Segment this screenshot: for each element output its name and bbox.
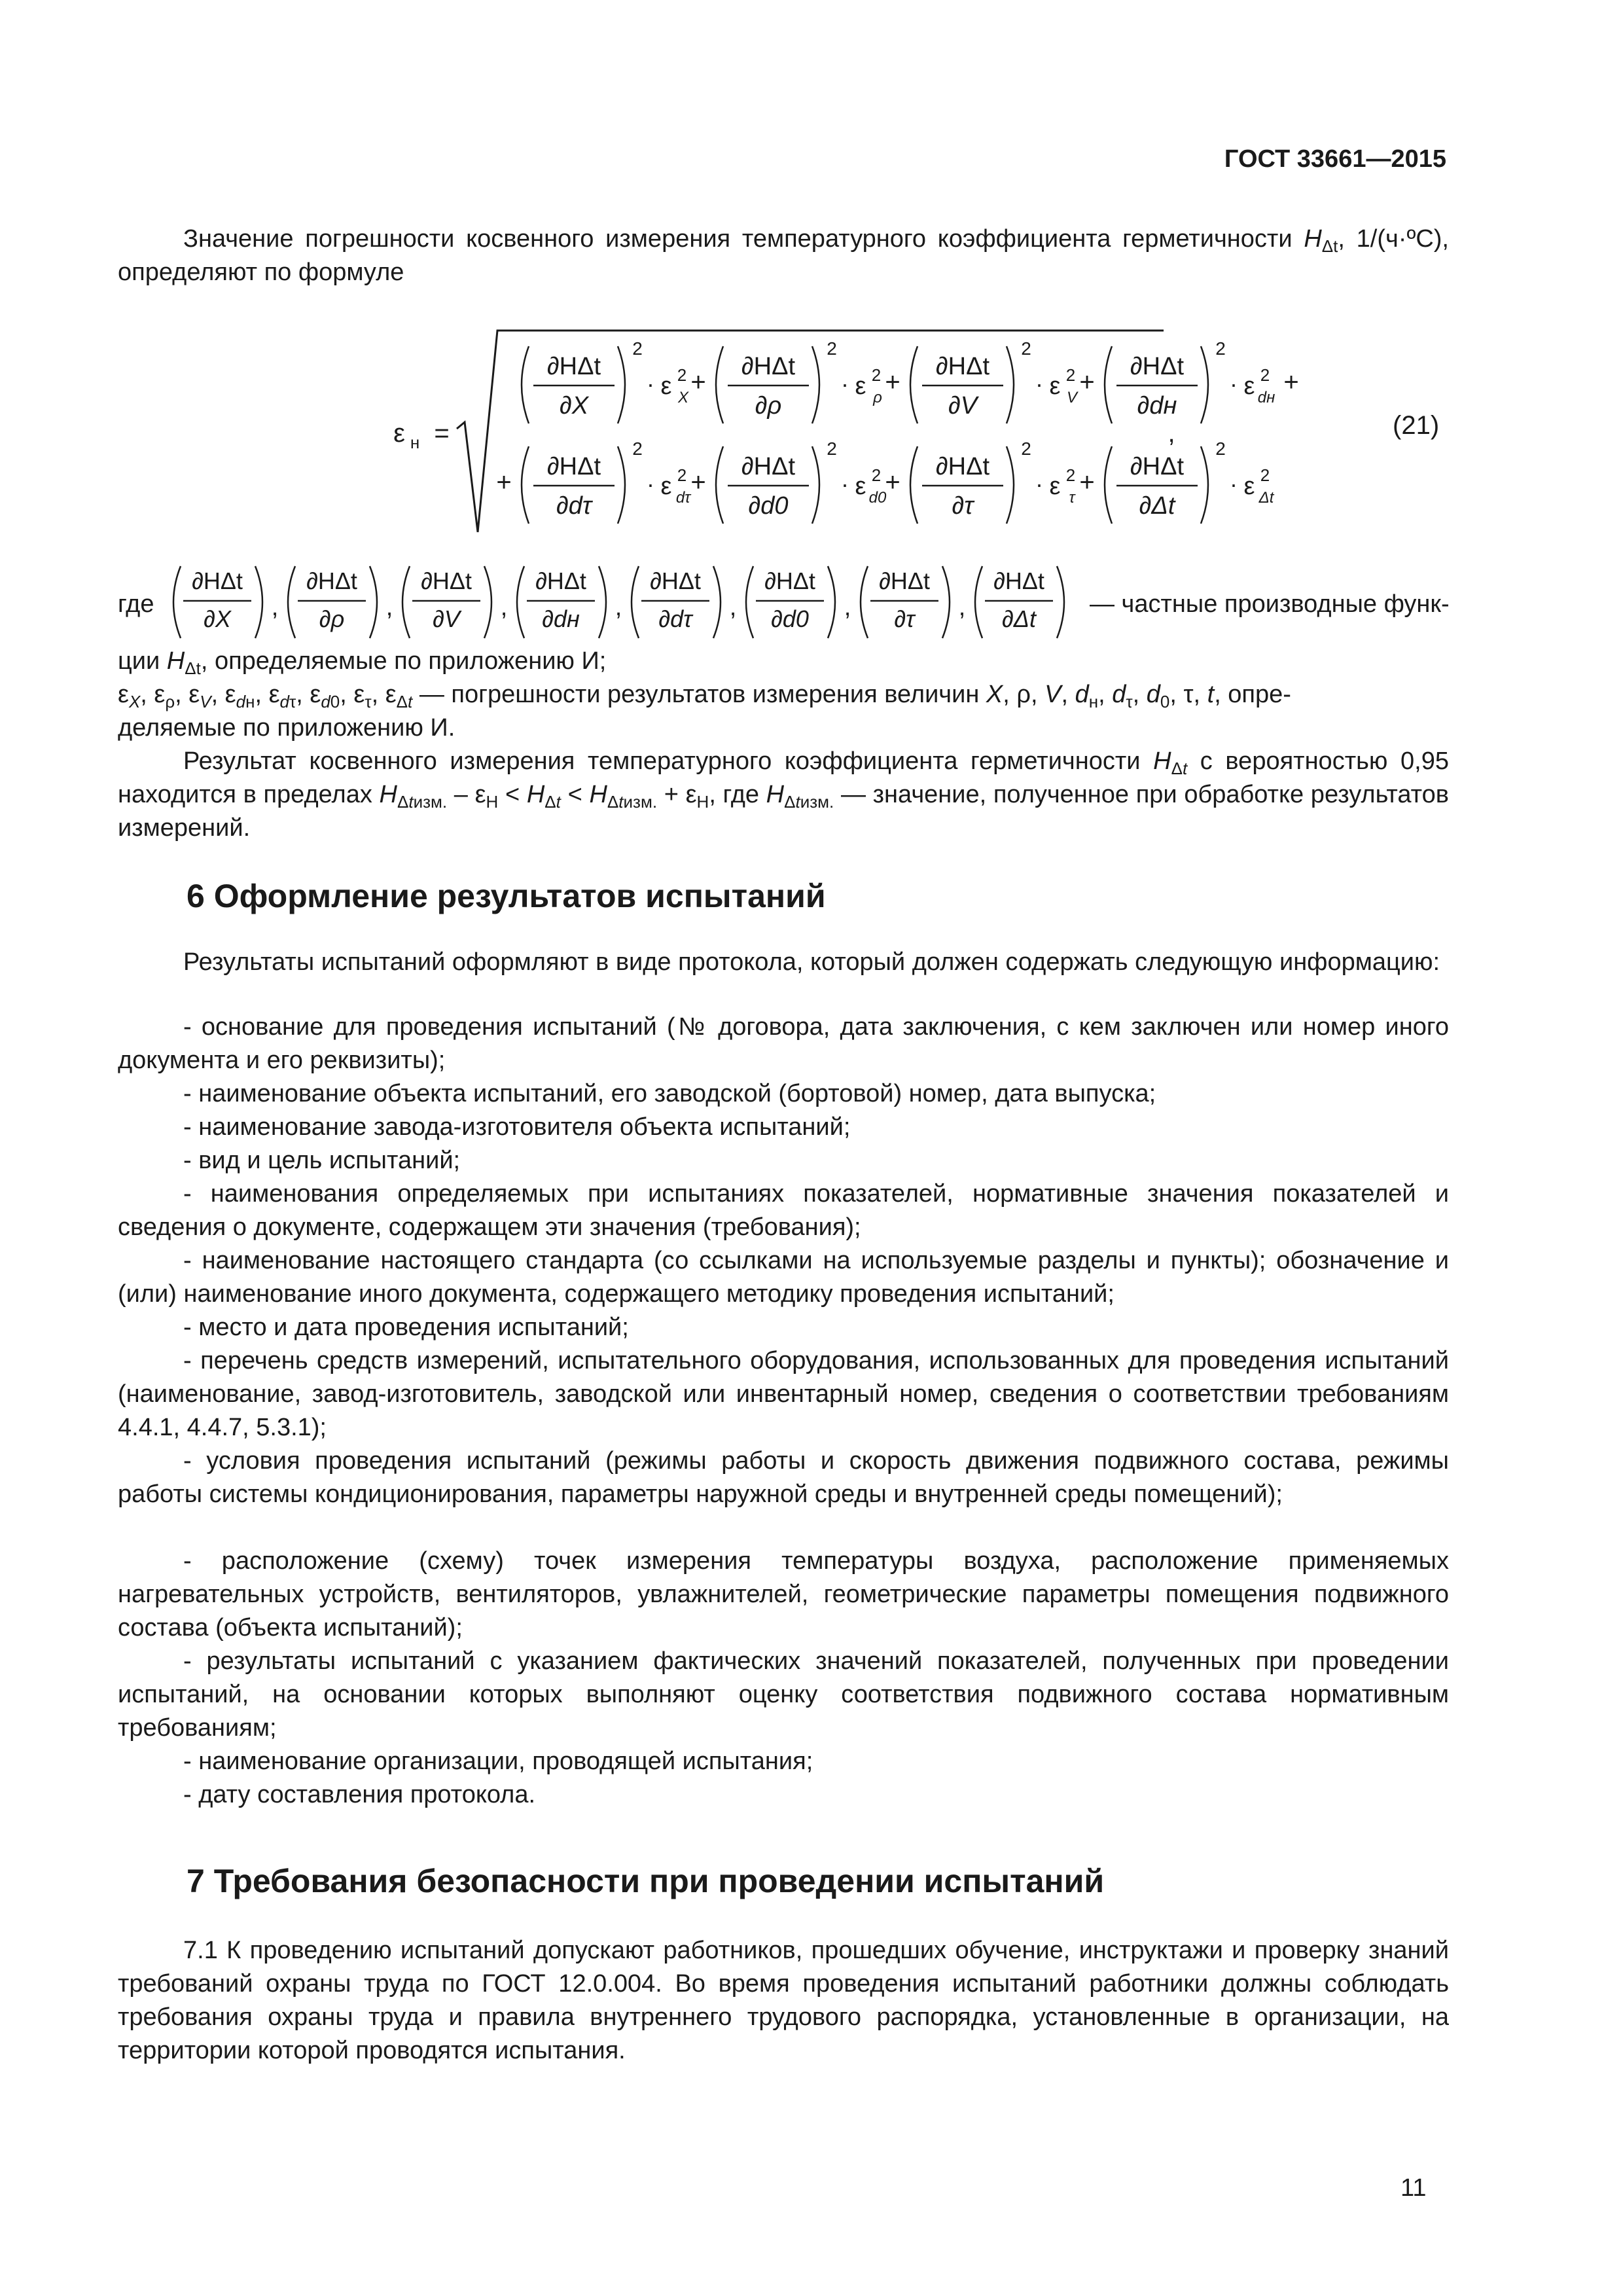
list-item: - перечень средств измерений, испытательного оборудования, использованных для проведения испытаний (наименование, завод-изготовитель, заводской или инвентарный номер, сведения о соответствии требованиям 4.4.1, 4.4.7, 5.3.1); <box>118 1347 1449 1441</box>
comma: , <box>958 594 966 621</box>
fraction-denominator: ∂Δt <box>1002 605 1036 632</box>
intro-paragraph: Значение погрешности косвенного измерения температурного коэффициента герметичности $H_{\Delta t}$, 1/(ч·ºС), определяют по формуле <box>118 225 1449 286</box>
plus-sign: + <box>885 368 901 397</box>
list-item: - место и дата проведения испытаний; <box>183 1314 629 1341</box>
fraction-numerator: ∂HΔt <box>1130 453 1185 480</box>
epsilon: ε <box>1243 473 1255 500</box>
exponent: 2 <box>677 365 687 385</box>
comma: , <box>385 594 393 621</box>
epsilon: ε <box>1243 372 1255 400</box>
exponent: 2 <box>1021 338 1031 359</box>
epsilon: ε <box>660 473 672 500</box>
comma: , <box>271 594 279 621</box>
left-paren <box>522 346 529 423</box>
fraction-numerator: ∂HΔt <box>546 353 601 380</box>
formula-lhs-sub: н <box>410 433 420 452</box>
right-paren <box>484 566 491 638</box>
fraction-denominator: ∂dτ <box>658 605 692 632</box>
plus-sign: + <box>1283 368 1299 397</box>
fraction-denominator: ∂dτ <box>556 492 592 520</box>
left-paren <box>746 566 753 638</box>
fraction-numerator: ∂HΔt <box>935 453 990 480</box>
left-paren <box>402 566 410 638</box>
fraction-numerator: ∂HΔt <box>993 567 1044 594</box>
left-paren <box>173 566 181 638</box>
left-paren <box>632 566 639 638</box>
left-paren <box>1105 446 1112 524</box>
epsilon: ε <box>855 473 866 500</box>
comma: , <box>729 594 737 621</box>
formula-21 <box>366 324 1299 540</box>
right-paren <box>1057 566 1064 638</box>
fraction-numerator: ∂HΔt <box>935 353 990 380</box>
fraction-denominator: ∂X <box>204 605 231 632</box>
left-paren <box>716 446 723 524</box>
where-line-4: деляемые по приложению И. <box>118 714 455 742</box>
list-item: - дату составления протокола. <box>183 1781 536 1808</box>
exponent: 2 <box>1021 439 1031 459</box>
list-item: - результаты испытаний с указанием фактических значений показателей, полученных при проведении испытаний, на основании которых выполняют оценку соответствия подвижного состава нормативным требованиям; <box>118 1647 1449 1742</box>
right-paren <box>618 346 625 423</box>
fraction-numerator: ∂HΔt <box>546 453 601 480</box>
dot: · <box>1035 370 1043 397</box>
formula-comma: , <box>1168 419 1175 448</box>
exponent: 2 <box>827 338 837 359</box>
left-paren <box>910 446 918 524</box>
comma: , <box>615 594 622 621</box>
list-item: - расположение (схему) точек измерения температуры воздуха, расположение применяемых нагревательных устройств, вентиляторов, увлажнителей, геометрические параметры помещения подвижного состава (объекта испытаний); <box>118 1547 1449 1641</box>
epsilon: ε <box>855 372 866 400</box>
right-paren <box>599 566 606 638</box>
fraction-numerator: ∂HΔt <box>764 567 815 594</box>
fraction-denominator: ∂dн <box>1137 392 1177 420</box>
fraction-denominator: ∂d0 <box>771 605 809 632</box>
fraction-numerator: ∂HΔt <box>421 567 472 594</box>
left-paren <box>522 446 529 524</box>
fraction-denominator: ∂X <box>559 392 589 420</box>
epsilon-sub: d0 <box>868 489 887 507</box>
right-paren <box>828 566 835 638</box>
exponent: 2 <box>632 338 643 359</box>
epsilon-sub: V <box>1066 389 1078 406</box>
list-item: - наименование объекта испытаний, его заводской (бортовой) номер, дата выпуска; <box>183 1080 1156 1107</box>
dot: · <box>1230 471 1238 497</box>
exponent: 2 <box>1215 338 1226 359</box>
left-paren <box>1105 346 1112 423</box>
fraction-numerator: ∂HΔt <box>741 353 796 380</box>
comma: , <box>844 594 851 621</box>
fraction-numerator: ∂HΔt <box>741 453 796 480</box>
plus-sign: + <box>690 368 706 397</box>
right-paren <box>1201 446 1208 524</box>
exponent: 2 <box>827 439 837 459</box>
fraction-denominator: ∂d0 <box>748 492 789 520</box>
plus-sign: + <box>885 468 901 497</box>
where-tail: — частные производные функ- <box>1090 590 1450 618</box>
exponent: 2 <box>1260 365 1270 385</box>
right-paren <box>942 566 950 638</box>
exponent: 2 <box>1215 439 1226 459</box>
plus-sign: + <box>1079 468 1095 497</box>
list-item: - условия проведения испытаний (режимы работы и скорость движения подвижного состава, режимы работы системы кондиционирования, параметры наружной среды и внутренней среды помещений); <box>118 1447 1449 1508</box>
plus-sign: + <box>496 468 512 497</box>
dot: · <box>647 370 654 397</box>
exponent: 2 <box>677 465 687 485</box>
list-item: - наименование настоящего стандарта (со ссылками на используемые разделы и пункты); обозначение и (или) наименование иного документа, содержащего методику проведения испытаний; <box>118 1247 1449 1308</box>
equation-number: (21) <box>1393 411 1440 440</box>
where-line-3: $\varepsilon_X$, $\varepsilon_\rho$, $\varepsilon_V$, $\varepsilon_{dн}$, $\varepsilon_{d\tau}$, $\varepsilon_{d0}$, $\varepsilon_\tau$, $\varepsilon_{\Delta t}$ — погрешности результатов измерения величин X, ρ, V, $d_н$, $d_\tau$, $d_0$, τ, t, опре- <box>118 681 1291 711</box>
exponent: 2 <box>871 365 882 385</box>
exponent: 2 <box>1260 465 1270 485</box>
dot: · <box>647 471 654 497</box>
fraction-denominator: ∂τ <box>952 492 974 520</box>
left-paren <box>517 566 524 638</box>
exponent: 2 <box>632 439 643 459</box>
list-item: - наименование организации, проводящей испытания; <box>183 1748 813 1775</box>
where-label: где <box>118 590 154 618</box>
plus-sign: + <box>690 468 706 497</box>
left-paren <box>716 346 723 423</box>
result-paragraph: Результат косвенного измерения температурного коэффициента герметичности $H_{\Delta t}$ с вероятностью 0,95 находится в пределах $H_{\Delta tизм.} - \varepsilon_Н < H_{\Delta t} < H_{\Delta tизм.} + \varepsilon_Н$, где $H_{\Delta tизм.}$ — значение, полученное при обработке результатов измерений. <box>118 747 1449 842</box>
section-7-paragraph: 7.1 К проведению испытаний допускают работников, прошедших обучение, инструктажи и проверку знаний требований охраны труда по ГОСТ 12.0.004. Во время проведения испытаний работники должны соблюдать требования охраны труда и правила внутреннего трудового распорядка, установленные в организации, на территории которой проводятся испытания. <box>118 1937 1449 2064</box>
epsilon-sub: dτ <box>675 489 691 507</box>
left-paren <box>861 566 868 638</box>
fraction-denominator: ∂dн <box>542 605 580 632</box>
page-number: 11 <box>1400 2174 1427 2202</box>
fraction-denominator: ∂Δt <box>1139 492 1175 520</box>
right-paren <box>812 346 819 423</box>
formula-equals: = <box>434 419 450 448</box>
plus-sign: + <box>1079 368 1095 397</box>
left-paren <box>910 346 918 423</box>
epsilon: ε <box>660 372 672 400</box>
right-paren <box>1201 346 1208 423</box>
where-line-2: ции $H_{\Delta t}$, определяемые по приложению И; <box>118 647 607 678</box>
dot: · <box>1230 370 1238 397</box>
fraction-denominator: ∂ρ <box>755 392 782 420</box>
dot: · <box>1035 471 1043 497</box>
fraction-numerator: ∂HΔt <box>650 567 701 594</box>
document-id: ГОСТ 33661—2015 <box>1224 145 1446 173</box>
epsilon-sub: dн <box>1257 389 1275 406</box>
fraction-numerator: ∂HΔt <box>192 567 243 594</box>
dot: · <box>841 370 849 397</box>
right-paren <box>1007 446 1014 524</box>
left-paren <box>975 566 982 638</box>
dot: · <box>841 471 849 497</box>
list-item: - наименование завода-изготовителя объекта испытаний; <box>183 1113 851 1141</box>
right-paren <box>713 566 721 638</box>
right-paren <box>370 566 377 638</box>
epsilon: ε <box>1049 473 1061 500</box>
fraction-denominator: ∂τ <box>894 605 915 632</box>
left-paren <box>288 566 295 638</box>
right-paren <box>812 446 819 524</box>
epsilon: ε <box>1049 372 1061 400</box>
fraction-numerator: ∂HΔt <box>535 567 586 594</box>
exponent: 2 <box>1065 365 1076 385</box>
epsilon-sub: X <box>677 389 689 406</box>
fraction-denominator: ∂V <box>948 392 978 420</box>
exponent: 2 <box>871 465 882 485</box>
section-6-intro: Результаты испытаний оформляют в виде протокола, который должен содержать следующую информацию: <box>183 948 1440 976</box>
epsilon-sub: τ <box>1069 489 1075 507</box>
right-paren <box>618 446 625 524</box>
formula-lhs: ε <box>393 419 405 448</box>
fraction-numerator: ∂HΔt <box>1130 353 1185 380</box>
fraction-numerator: ∂HΔt <box>879 567 930 594</box>
fraction-denominator: ∂V <box>433 605 460 632</box>
right-paren <box>1007 346 1014 423</box>
fraction-numerator: ∂HΔt <box>306 567 357 594</box>
list-item: - наименования определяемых при испытаниях показателей, нормативные значения показателей и сведения о документе, содержащем эти значения (требования); <box>118 1180 1449 1241</box>
section-6-title: 6 Оформление результатов испытаний <box>187 878 826 914</box>
comma: , <box>500 594 508 621</box>
fraction-denominator: ∂ρ <box>319 605 345 632</box>
derivatives-list <box>118 550 1453 641</box>
list-item: - основание для проведения испытаний (№ договора, дата заключения, с кем заключен или номер иного документа и его реквизиты); <box>118 1013 1449 1074</box>
exponent: 2 <box>1065 465 1076 485</box>
right-paren <box>255 566 262 638</box>
list-item: - вид и цель испытаний; <box>183 1147 461 1174</box>
epsilon-sub: Δt <box>1258 489 1274 507</box>
section-7-title: 7 Требования безопасности при проведении испытаний <box>187 1863 1105 1899</box>
epsilon-sub: ρ <box>873 389 882 406</box>
